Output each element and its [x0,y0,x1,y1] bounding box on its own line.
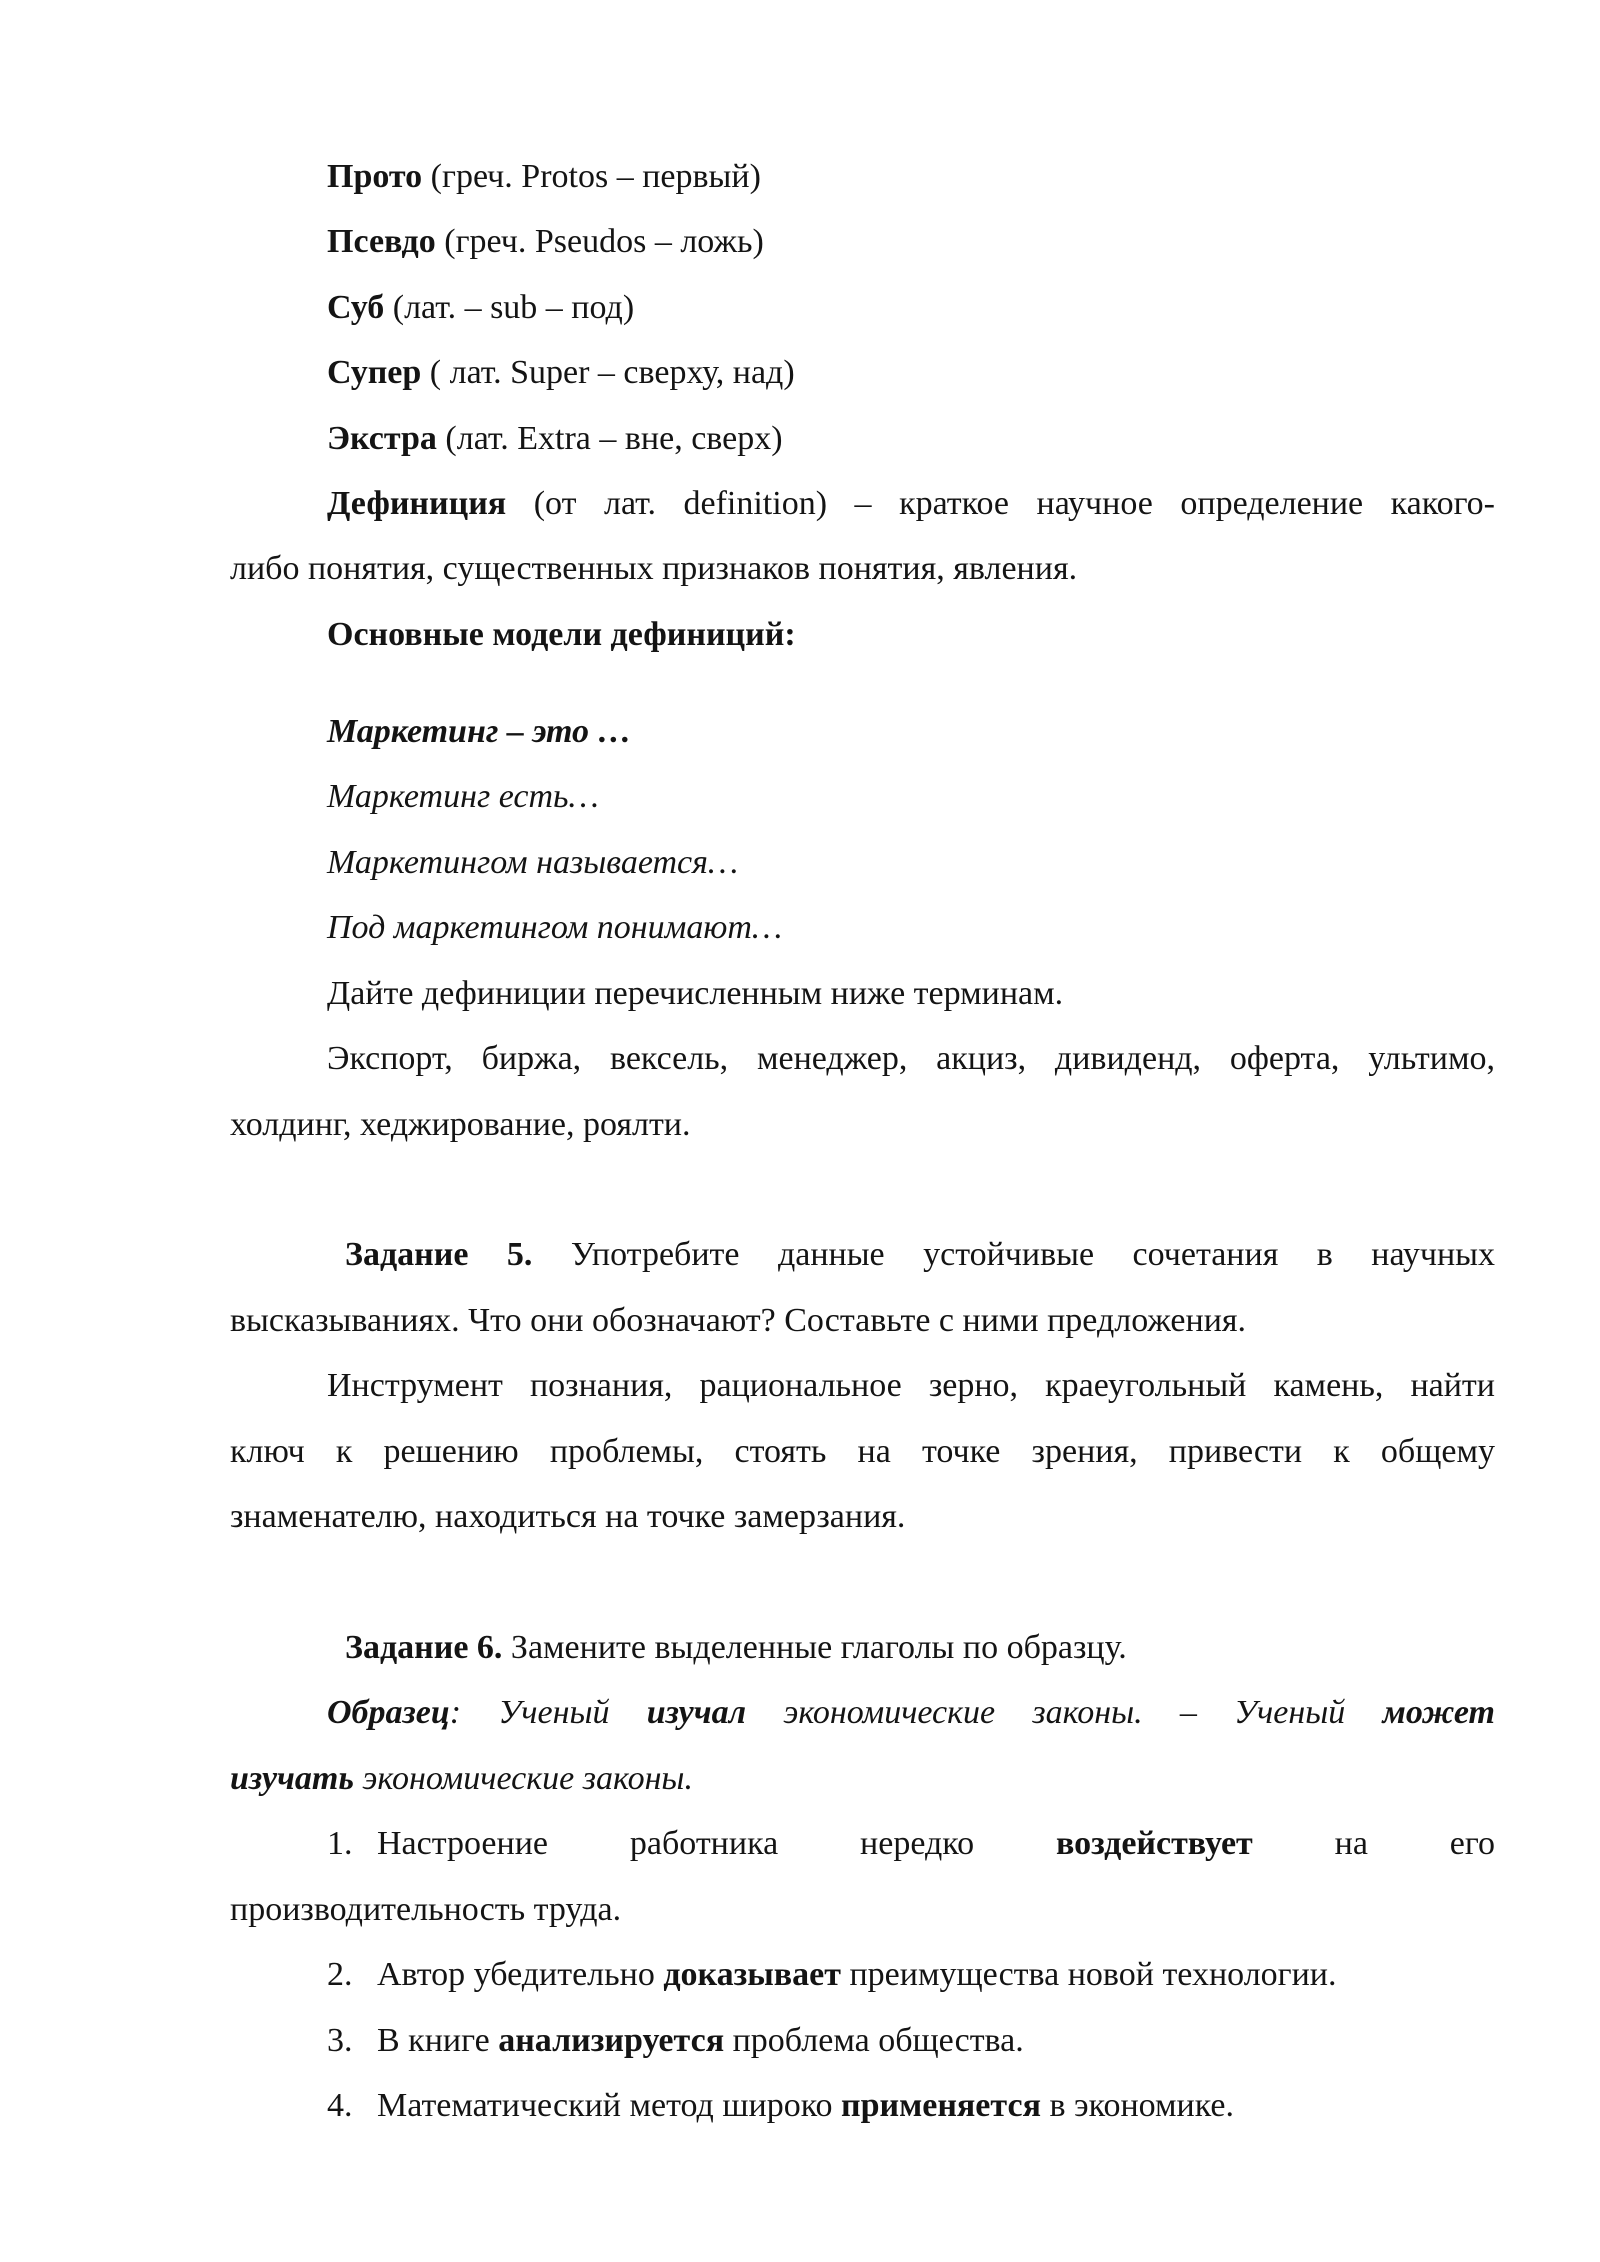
sample-text: Ученый [461,1694,647,1731]
task5-line-2: высказываниях. Что они обозначают? Составьте с ними предложения. [230,1302,1247,1339]
terms-line-2: холдинг, хеджирование, роялти. [230,1106,691,1143]
task5-label: Задание 5. [345,1236,533,1273]
prefix-gloss: (греч. Protos – первый) [422,158,761,195]
task6-item-2 [327,1955,1337,1995]
item-text: Математический метод широко [377,2087,841,2124]
item-number: 4. [327,2087,353,2124]
prefix-term: Прото [327,158,423,195]
prefix-proto [327,157,761,197]
item-text [327,1824,548,1864]
sample-line-1 [327,1693,1495,1733]
prefix-term: Супер [327,354,422,391]
item-number: 1. [327,1825,353,1862]
prefix-extra [327,419,783,459]
prefix-gloss: (лат. – sub – под) [384,289,635,326]
task5-phrases-line-2: ключ к решению проблемы, стоять на точке зрения, привести к общему [230,1433,1495,1470]
item-verb: анализируется [498,2022,725,2059]
model-item: Маркетинг есть… [327,778,599,815]
prefix-pseudo [327,222,764,262]
prefix-gloss: (лат. Extra – вне, сверх) [436,420,783,457]
item-word: нередко [860,1825,975,1862]
item-number: 3. [327,2022,353,2059]
item-number: 2. [327,1956,353,1993]
task5-text: Употребите данные устойчивые сочетания в научных [570,1236,1496,1273]
sample-text: экономические законы. [353,1760,693,1797]
definition-term: Дефиниция [327,485,507,522]
task6-text: Замените выделенные глаголы по образцу. [502,1629,1127,1666]
task5-phrases-line-3: знаменателю, находиться на точке замерзания. [230,1498,906,1535]
model-item: Под маркетингом понимают… [327,909,783,946]
item-text: Автор убедительно [377,1956,664,1993]
sample-verb: изучал [646,1694,747,1731]
model-item: Маркетинг – это … [327,713,632,750]
terms-line-1: Экспорт, биржа, вексель, менеджер, акциз, дивиденд, оферта, ультимо, [327,1040,1495,1077]
item-word: работника [629,1825,779,1862]
prefix-term: Псевдо [327,223,436,260]
definition-line-2 [230,549,1077,589]
prefix-gloss: (греч. Pseudos – ложь) [435,223,764,260]
item-word: его [1449,1825,1495,1862]
task5-line-1 [345,1235,1495,1275]
sample-verb: изучать [230,1760,354,1797]
definition-text: (от лат. definition) – краткое научное определение какого- [533,485,1495,522]
task6-item-4 [327,2086,1234,2126]
task6-item-1 [327,1824,1495,1864]
prefix-super [327,353,795,393]
prefix-gloss: ( лат. Super – сверху, над) [421,354,795,391]
model-item: Маркетингом называется… [327,844,739,881]
sample-line-2 [230,1759,693,1799]
task6-item-1-continued: производительность труда. [230,1891,622,1928]
models-heading: Основные модели дефиниций: [327,616,796,653]
definition-text-continued: либо понятия, существенных признаков понятия, явления. [230,550,1078,587]
prefix-sub [327,288,634,328]
item-word: Настроение [377,1825,548,1862]
sample-text: экономические законы. – Ученый [746,1694,1383,1731]
prefix-term: Суб [327,289,385,326]
task6-item-3 [327,2021,1024,2061]
definition-line-1 [327,484,1495,524]
prefix-term: Экстра [327,420,437,457]
item-text: в экономике. [1041,2087,1234,2124]
definition-instruction: Дайте дефиниции перечисленным ниже терминам. [327,975,1064,1012]
item-text: проблема общества. [724,2022,1024,2059]
sample-verb: может [1382,1694,1495,1731]
item-text: В книге [377,2022,499,2059]
task6-label: Задание 6. [345,1629,503,1666]
sample-colon: : [449,1694,462,1731]
item-verb: применяется [840,2087,1041,2124]
item-verb: воздействует [1055,1825,1253,1862]
sample-label: Образец [327,1694,450,1731]
item-word: на [1334,1825,1368,1862]
task6-line [345,1628,1127,1668]
item-verb: доказывает [663,1956,841,1993]
item-text: преимущества новой технологии. [840,1956,1337,1993]
task5-phrases-line-1: Инструмент познания, рациональное зерно, краеугольный камень, найти [327,1367,1495,1404]
